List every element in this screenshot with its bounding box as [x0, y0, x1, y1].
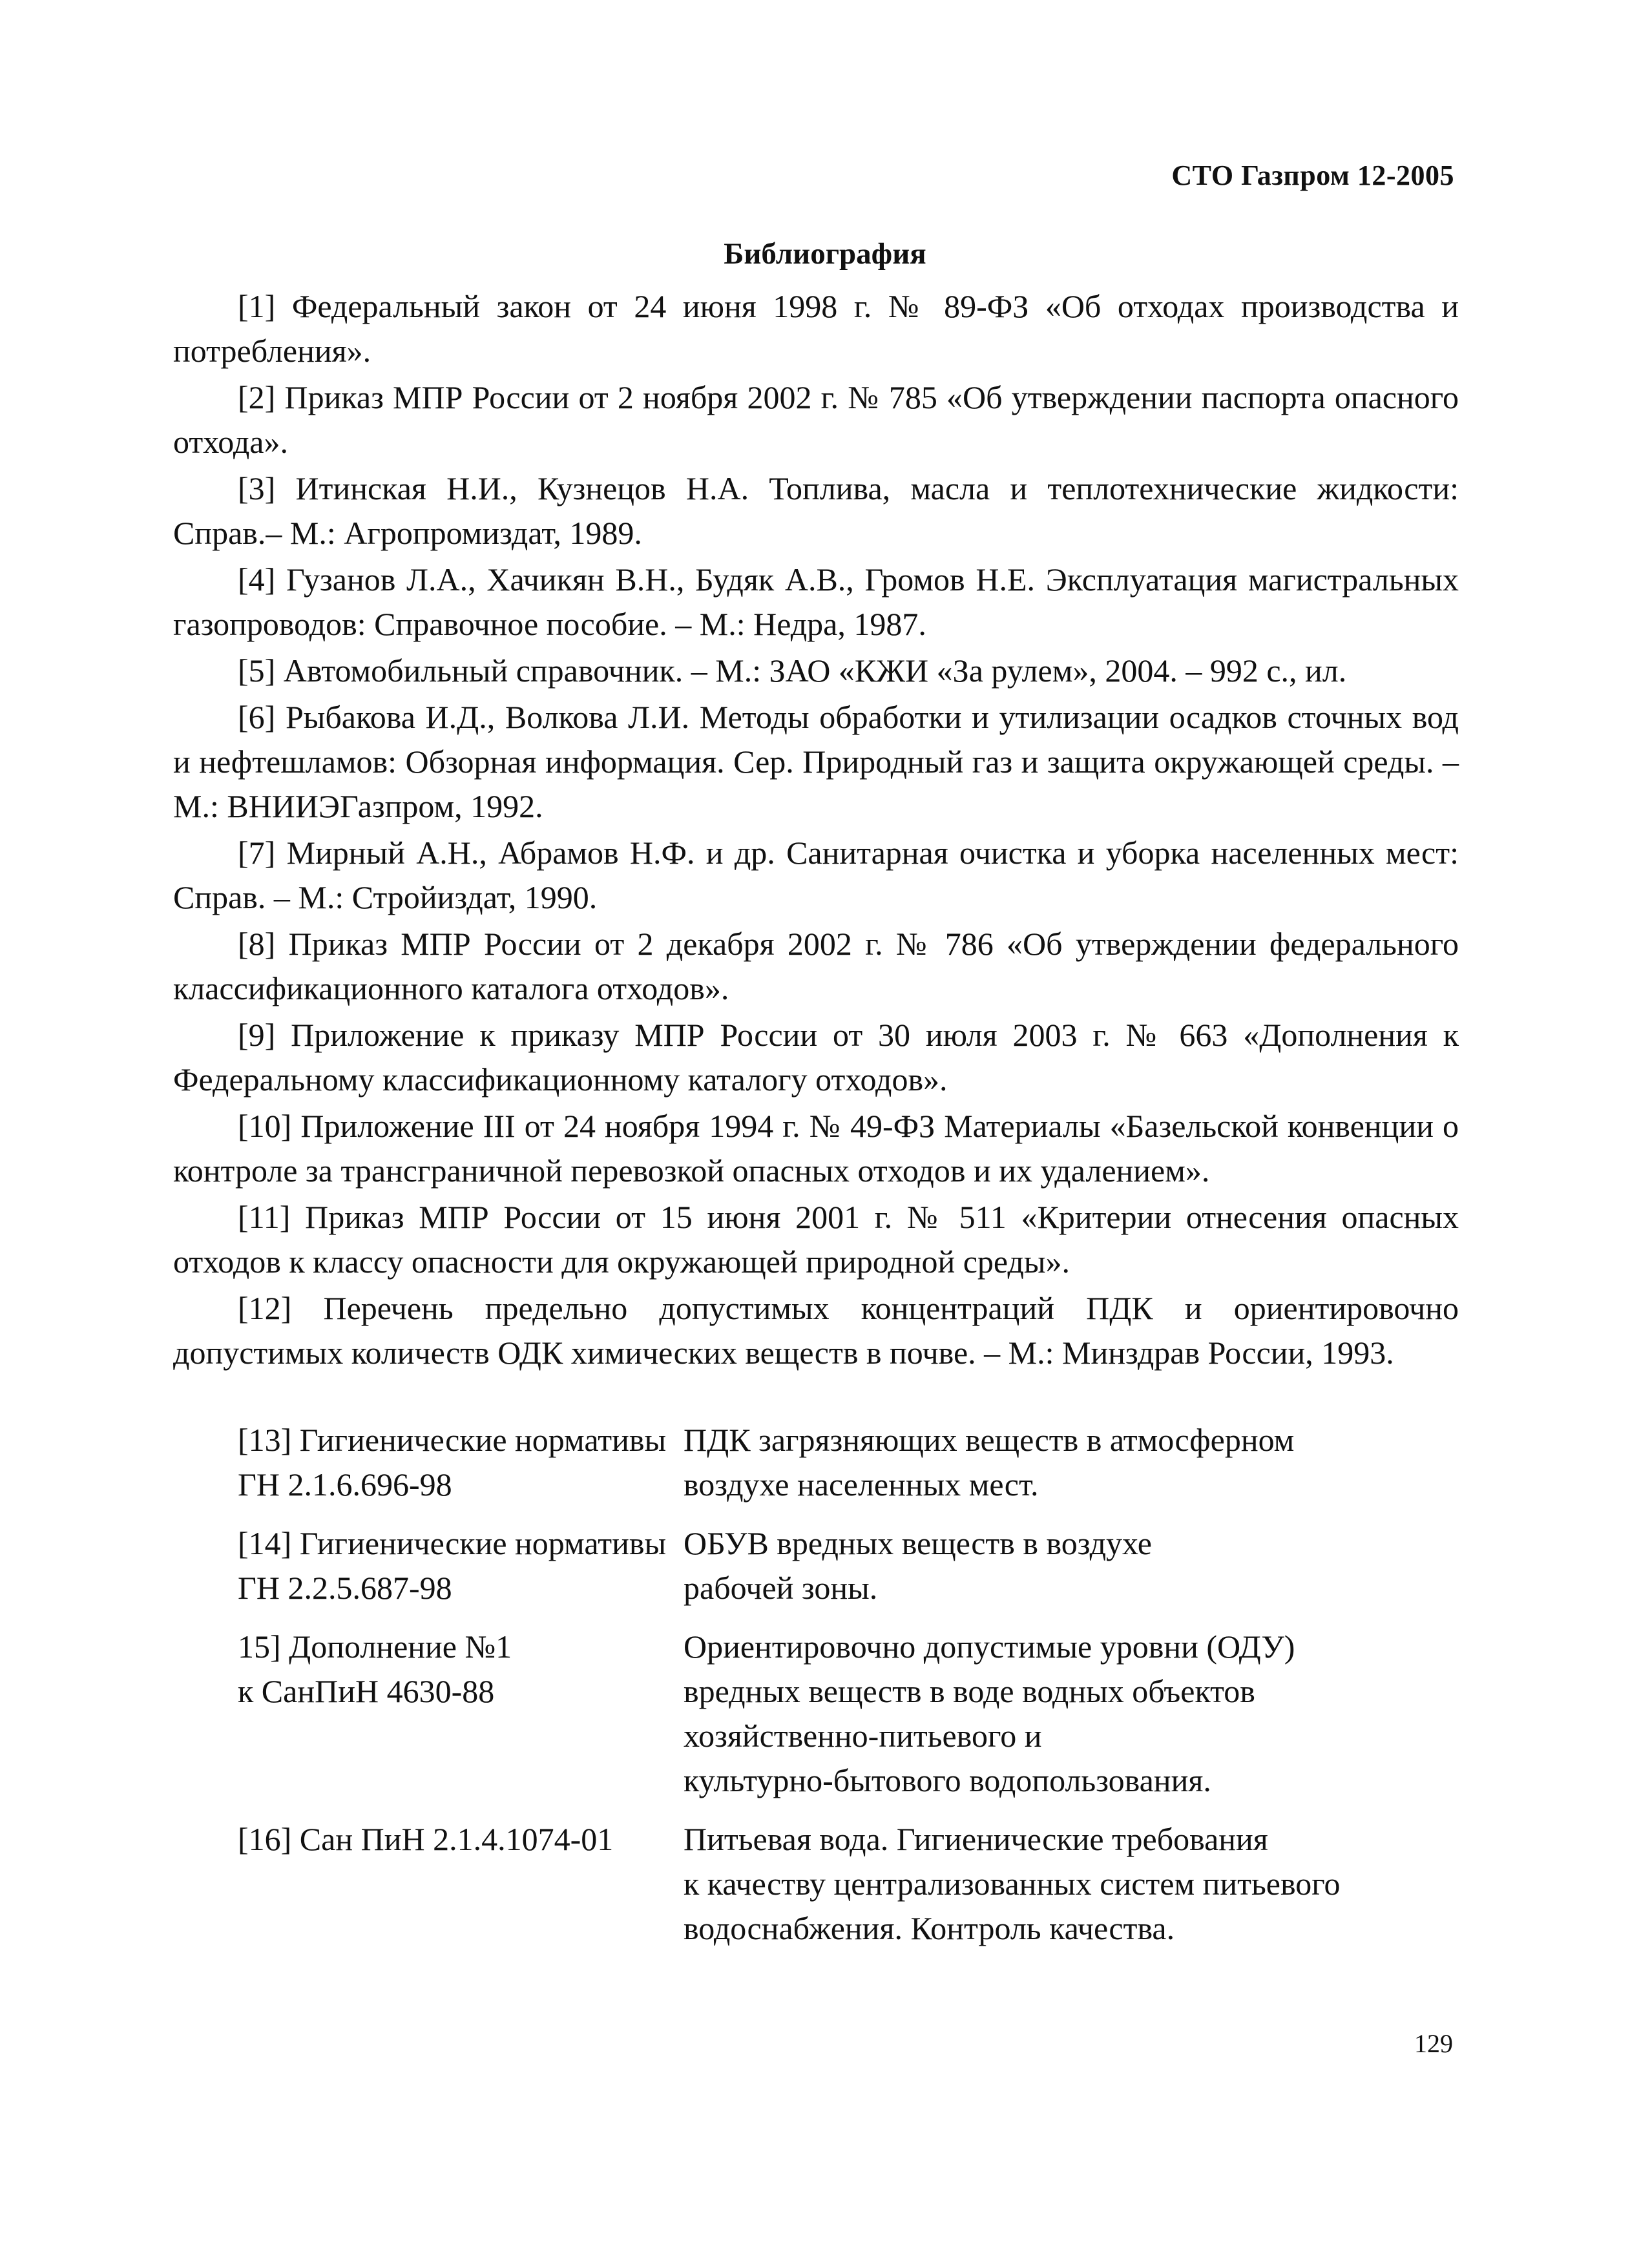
bibliography-entry: [10] Приложение III от 24 ноября 1994 г. № 49-ФЗ Материалы «Базельской конвенции о контроле за трансграничной перевозкой опасных отходов и их удалением». [173, 1108, 1459, 1189]
bibliography-entry: [3] Итинская Н.И., Кузнецов Н.А. Топлива, масла и теплотехнические жидкости: Справ.– М.: Агропромиздат, 1989. [173, 470, 1459, 551]
reference-designation: [14] Гигиенические нормативы ГН 2.2.5.687-98 [238, 1525, 667, 1606]
document-code: СТО Газпром 12-2005 [1171, 160, 1454, 191]
bibliography-entry: [7] Мирный А.Н., Абрамов Н.Ф. и др. Санитарная очистка и уборка населенных мест: Справ. – М.: Стройиздат, 1990. [173, 835, 1459, 915]
table-row [173, 1521, 1459, 1610]
reference-designation: 15] Дополнение №1 к СанПиН 4630-88 [238, 1628, 512, 1709]
page-title: Библиография [724, 237, 926, 271]
bibliography-entry: [6] Рыбакова И.Д., Волкова Л.И. Методы обработки и утилизации осадков сточных вод и нефтешламов: Обзорная информация. Сер. Природный газ и защита окружающей среды. – М.: ВНИИЭГазпром, 1992. [173, 699, 1459, 824]
reference-description: Питьевая вода. Гигиенические требования к качеству централизованных систем питьевого водоснабжения. Контроль качества. [684, 1821, 1341, 1946]
reference-description: ОБУВ вредных веществ в воздухе рабочей зоны. [684, 1525, 1152, 1606]
reference-designation: [13] Гигиенические нормативы ГН 2.1.6.696-98 [238, 1422, 667, 1503]
bibliography-entry: [8] Приказ МПР России от 2 декабря 2002 г. № 786 «Об утверждении федерального классификационного каталога отходов». [173, 926, 1459, 1006]
bibliography-entry: [1] Федеральный закон от 24 июня 1998 г. № 89-ФЗ «Об отходах производства и потребления». [173, 288, 1459, 369]
table-row [173, 1625, 1459, 1803]
bibliography-entry: [5] Автомобильный справочник. – М.: ЗАО «КЖИ «За рулем», 2004. – 992 с., ил. [238, 652, 1347, 689]
bibliography-entry: [4] Гузанов Л.А., Хачикян В.Н., Будяк А.В., Громов Н.Е. Эксплуатация магистральных газопроводов: Справочное пособие. – М.: Недра, 1987. [173, 561, 1459, 642]
bibliography-entry: [9] Приложение к приказу МПР России от 30 июля 2003 г. № 663 «Дополнения к Федеральному классификационному каталогу отходов». [173, 1017, 1459, 1098]
bibliography-list [173, 284, 1459, 1377]
bibliography-table [173, 1418, 1459, 1965]
page-number: 129 [1414, 2029, 1453, 2058]
table-row [173, 1418, 1459, 1507]
bibliography-entry: [12] Перечень предельно допустимых концентраций ПДК и ориентировочно допустимых количеств ОДК химических веществ в почве. – М.: Минздрав России, 1993. [173, 1290, 1459, 1371]
reference-designation: [16] Сан ПиН 2.1.4.1074-01 [238, 1821, 614, 1857]
table-row [173, 1817, 1459, 1951]
reference-description: ПДК загрязняющих веществ в атмосферном воздухе населенных мест. [684, 1422, 1295, 1503]
bibliography-entry: [11] Приказ МПР России от 15 июня 2001 г. № 511 «Критерии отнесения опасных отходов к классу опасности для окружающей природной среды». [173, 1199, 1459, 1280]
bibliography-entry: [2] Приказ МПР России от 2 ноября 2002 г. № 785 «Об утверждении паспорта опасного отхода». [173, 379, 1459, 460]
reference-description: Ориентировочно допустимые уровни (ОДУ) вредных веществ в воде водных объектов хозяйственно-питьевого и культурно-бытового водопользования. [684, 1628, 1295, 1798]
